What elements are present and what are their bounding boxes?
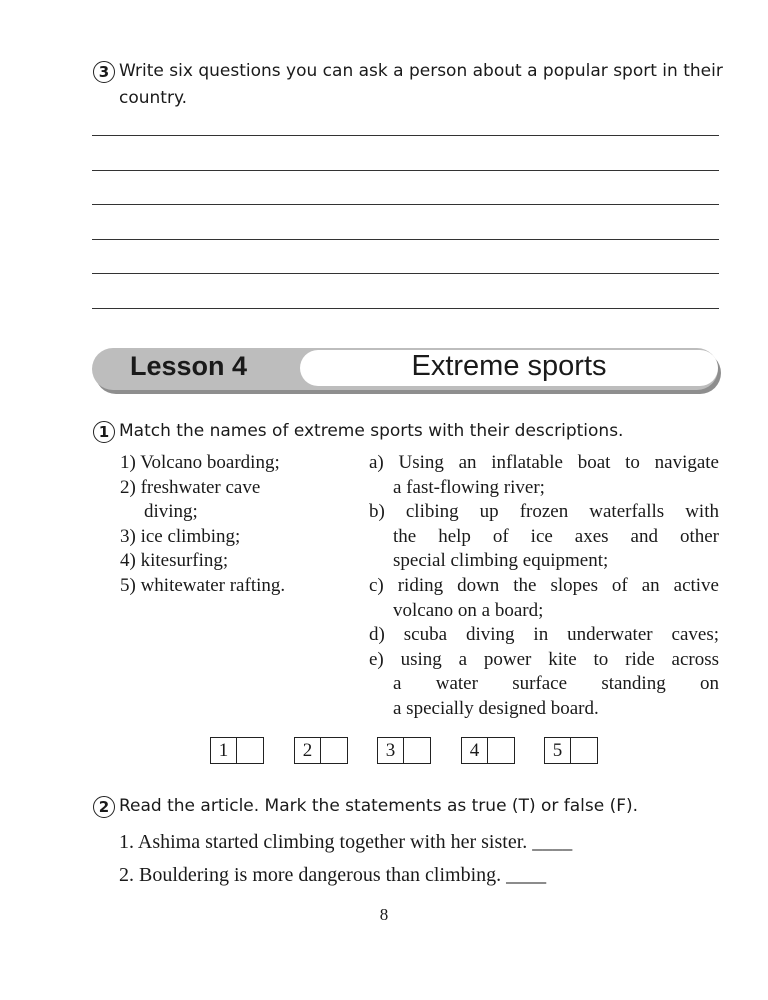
descriptions-list — [369, 451, 719, 722]
answer-box-input-2[interactable] — [321, 737, 348, 764]
answer-box-label-4: 4 — [461, 737, 488, 764]
description-b: b) clibing up frozen waterfalls with — [369, 501, 719, 523]
answer-line-5[interactable] — [92, 273, 719, 274]
task-2-instruction: Read the article. Mark the statements as true (T) or false (F). — [119, 796, 639, 816]
description-e-cont-1: a water surface standing on — [393, 673, 719, 695]
answer-box-input-3[interactable] — [404, 737, 431, 764]
sport-item-2: 2) freshwater cave — [120, 476, 261, 498]
task-2-number: 2 — [93, 796, 115, 818]
description-e-cont-2: a specially designed board. — [393, 697, 599, 719]
lesson-label: Lesson 4 — [130, 351, 248, 381]
task-1-number: 1 — [93, 421, 115, 443]
answer-box-label-3: 3 — [377, 737, 404, 764]
description-a-cont: a fast-flowing river; — [393, 476, 545, 498]
description-c-cont: volcano on a board; — [393, 599, 544, 621]
sport-item-4: 4) kitesurfing; — [120, 550, 229, 572]
lesson-title: Extreme sports — [411, 350, 607, 382]
sport-item-2-cont: diving; — [144, 501, 198, 523]
answer-box-label-2: 2 — [294, 737, 321, 764]
answer-box-label-5: 5 — [544, 737, 571, 764]
answer-line-3[interactable] — [92, 204, 719, 205]
task-3-instruction-line-2: country. — [119, 88, 187, 108]
description-b-cont-1: the help of ice axes and other — [393, 525, 719, 547]
answer-line-4[interactable] — [92, 239, 719, 240]
answer-box-label-1: 1 — [210, 737, 237, 764]
description-a: a) Using an inflatable boat to navigate — [369, 452, 719, 473]
answer-line-6[interactable] — [92, 308, 719, 309]
answer-box-input-1[interactable] — [237, 737, 264, 764]
page-number: 8 — [379, 905, 389, 924]
description-b-cont-2: special climbing equipment; — [393, 550, 609, 572]
sports-list — [120, 451, 350, 599]
answer-line-1[interactable] — [92, 135, 719, 136]
task-1-instruction: Match the names of extreme sports with their descriptions. — [119, 421, 624, 441]
sport-item-5: 5) whitewater rafting. — [120, 574, 286, 596]
description-d: d) scuba diving in underwater caves; — [369, 624, 719, 646]
answer-box-input-5[interactable] — [571, 737, 598, 764]
task-3-instruction-line-1: Write six questions you can ask a person about a popular sport in their — [119, 61, 723, 81]
description-c: c) riding down the slopes of an active — [369, 574, 719, 596]
answer-line-2[interactable] — [92, 170, 719, 171]
description-e: e) using a power kite to ride across — [369, 648, 719, 670]
statement-1: 1. Ashima started climbing together with her sister. ____ — [119, 831, 573, 853]
answer-box-input-4[interactable] — [488, 737, 515, 764]
sport-item-3: 3) ice climbing; — [120, 525, 241, 547]
task-3-number: 3 — [93, 61, 115, 83]
sport-item-1: 1) Volcano boarding; — [120, 452, 280, 473]
statement-2: 2. Bouldering is more dangerous than climbing. ____ — [119, 864, 547, 886]
